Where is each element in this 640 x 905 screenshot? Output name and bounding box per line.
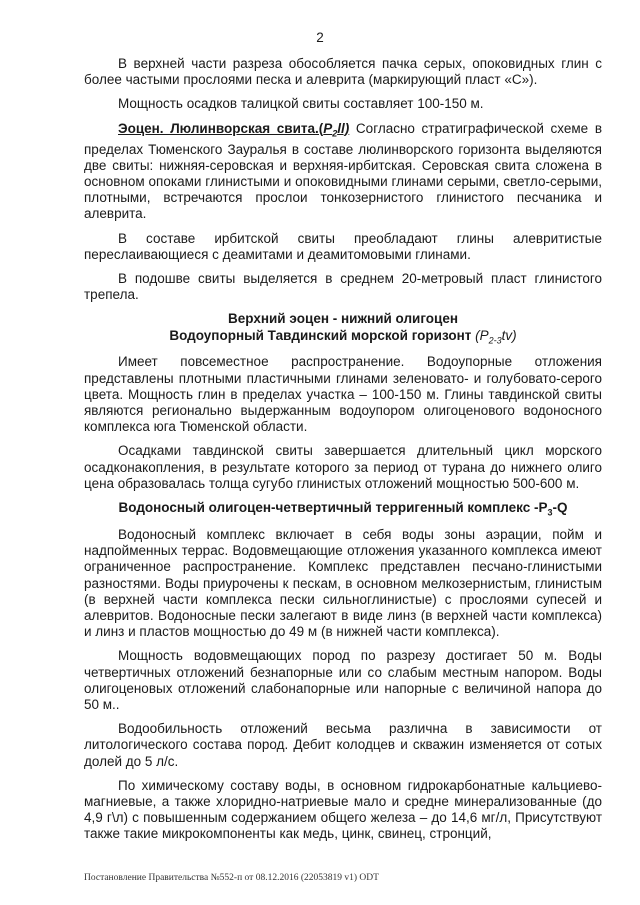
paragraph-tavda-distribution: Имеет повсеместное распространение. Водоупорные отложения представлены плотными пластичными глинами зеленовато- и голубовато-серого цвета. Мощность глин в пределах участка – 100-150 м. Глины тавдинской свиты являются регионально выдержанным водоупором олигоценового водоносного комплекса юга Тюменской области. (84, 354, 602, 435)
section-heading-aquifer-complex: Водоносный олигоцен-четвертичный терригенный комплекс $-P_3-Q$ (118, 500, 568, 518)
section-heading-upper-eocene: Верхний эоцен - нижний олигоцен (228, 311, 458, 327)
document-body (84, 56, 602, 843)
paragraph-marker-layer: В верхней части разреза обособляется пачка серых, опоковидных глин с более частыми прослоями песка и алеврита (маркирующий пласт «С»). (84, 56, 602, 88)
lyulinvor-text: Согласно стратиграфической схеме в пределах Тюменского Зауралья в составе люлинворского горизонта выделяются две свиты: нижняя-серовская и верхняя-ирбитская. Серовская свита сложена в основном опоками глинистыми и опоковидными глинами серыми, светло-серыми, плотными, встречаются прослои тонкозернистого глинистого песчаника и алеврита. (84, 120, 602, 222)
paragraph-lyulinvor-suite (84, 121, 602, 223)
section-heading-tavda-aquitard: Водоупорный Тавдинский морской горизонт $(P_{2-3}tv)$ (169, 327, 517, 346)
page-number: 2 (316, 30, 324, 45)
paragraph-irbit-suite: В составе ирбитской свиты преобладают глины алевритистые переслаивающиеся с деамитами и деамитомовыми глинами. (84, 230, 602, 262)
paragraph-tripoli-layer: В подошве свиты выделяется в среднем 20-метровый пласт глинистого трепела. (84, 270, 602, 303)
document-footer: Постановление Правительства №552-п от 08.12.2016 (22053819 v1) ODT (84, 873, 379, 883)
lyulinvor-heading: Эоцен. Люлинворская $свита.(P_2ll)$ (118, 120, 350, 139)
paragraph-tavda-cycle: Осадками тавдинской свиты завершается длительный цикл морского осадконакопления, в результате которого за период от турана до нижнего олиго цена образовалась толща сугубо глинистых отложений мощностью 500-600 м. (84, 443, 602, 491)
paragraph-talitsa-thickness: Мощность осадков талицкой свиты составляет 100-150 м. (118, 96, 484, 112)
paragraph-aquifer-thickness: Мощность водовмещающих пород по разрезу достигает 50 м. Воды четвертичных отложений безнапорные или со слабым местным напором. Воды олигоценовых отложений слабонапорные или напорные с величиной напора до 50 м.. (84, 648, 602, 712)
paragraph-water-yield: Водообильность отложений весьма различна в зависимости от литологического состава пород. Дебит колодцев и скважин изменяется от сотых долей до 5 л/с. (84, 721, 602, 769)
paragraph-water-chemistry: По химическому составу воды, в основном гидрокарбонатные кальциево-магниевые, а также хлоридно-натриевые мало и средне минерализованные (до 4,9 г\л) с повышенным содержанием общего железа – до 14,6 мг/л, Присутствуют также такие микрокомпоненты как медь, цинк, свинец, стронций, (84, 777, 602, 842)
paragraph-aquifer-description: Водоносный комплекс включает в себя воды зоны аэрации, пойм и надпойменных террас. Водовмещающие отложения указанного комплекса имеют ограниченное распространение. Комплекс представлен песчано-глинистыми разностями. Воды приурочены к пескам, в основном мелкозернистым, глинистым (в верхней части комплекса пески сильноглинистые) с прослоями супесей и алевритов. Водоносные пески залегают в виде линз (в верхней части комплекса) и линз и пластов мощностью до 49 м (в нижней части комплекса). (84, 526, 602, 640)
